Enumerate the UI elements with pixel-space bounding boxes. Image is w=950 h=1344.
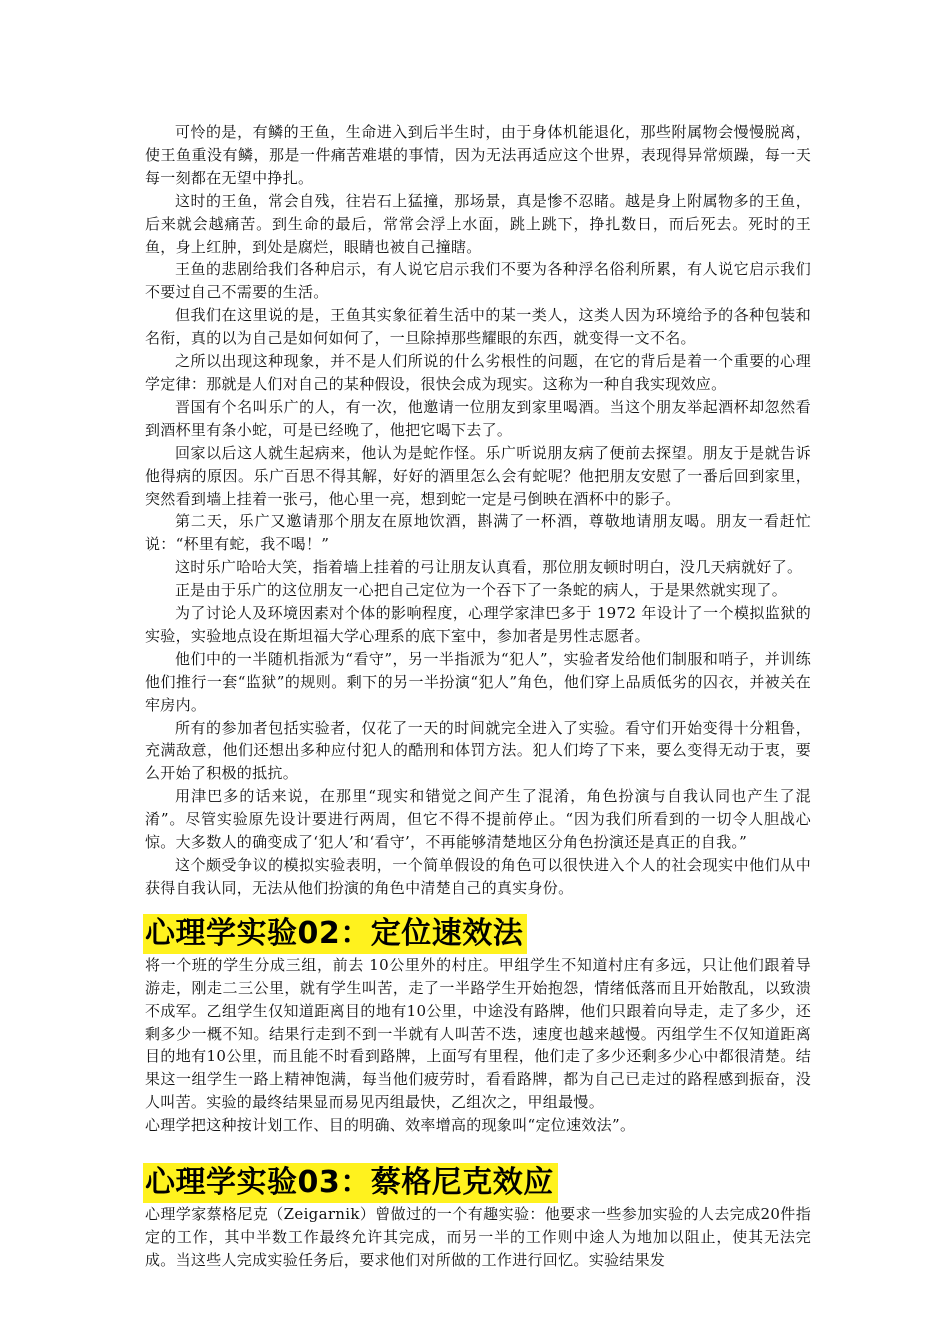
section-positioning [145, 954, 811, 1137]
paragraph: 正是由于乐广的这位朋友一心把自己定位为一个吞下了一条蛇的病人，于是果然就实现了。 [175, 581, 788, 600]
paragraph: 这个颇受争议的模拟实验表明，一个简单假设的角色可以很快进入个人的社会现实中他们从中获得自我认同，无法从他们扮演的角色中清楚自己的真实身份。 [145, 856, 811, 897]
paragraph: 回家以后这人就生起病来，他认为是蛇作怪。乐广听说朋友病了便前去探望。朋友于是就告诉他得病的原因。乐广百思不得其解，好好的酒里怎么会有蛇呢？他把朋友安慰了一番后回到家里，突然看到墙上挂着一张弓，他心里一亮，想到蛇一定是弓倒映在酒杯中的影子。 [145, 443, 811, 508]
paragraph: 这时的王鱼，常会自残，往岩石上猛撞，那场景，真是惨不忍睹。越是身上附属物多的王鱼，后来就会越痛苦。到生命的最后，常常会浮上水面，跳上跳下，挣扎数日，而后死去。死时的王鱼，身上红肿，到处是腐烂，眼睛也被自己撞瞎。 [145, 191, 811, 256]
paragraph: 第二天，乐广又邀请那个朋友在原地饮酒，斟满了一杯酒，尊敬地请朋友喝。朋友一看赶忙说：“杯里有蛇，我不喝！” [145, 512, 811, 554]
section-zeigarnik [145, 1203, 811, 1272]
paragraph: 将一个班的学生分成三组，前去 10公里外的村庄。甲组学生不知道村庄有多远，只让他们跟着导游走，刚走二三公里，就有学生叫苦，走了一半路学生开始抱怨，情绪低落而且开始散乱，以致溃不成军。乙组学生仅知道距离目的地有10公里，中途没有路牌，他们只跟着向导走，走了多少，还剩多少一概不知。结果行走到不到一半就有人叫苦不迭，速度也越来越慢。丙组学生不仅知道距离目的地有10公里，而且能不时看到路牌，上面写有里程，他们走了多少还剩多少心中都很清楚。结果这一组学生一路上精神饱满，每当他们疲劳时，看看路牌，都为自己已走过的路程感到振奋，没人叫苦。实验的最终结果显而易见丙组最快，乙组次之，甲组最慢。 [145, 955, 811, 1112]
paragraph: 所有的参加者包括实验者，仅花了一天的时间就完全进入了实验。看守们开始变得十分粗鲁，充满敌意，他们还想出多种应付犯人的酷刑和体罚方法。犯人们垮了下来，要么变得无动于衷，要么开始了积极的抵抗。 [145, 718, 811, 783]
paragraph: 之所以出现这种现象，并不是人们所说的什么劣根性的问题，在它的背后是着一个重要的心理学定律：那就是人们对自己的某种假设，很快会成为现实。这称为一种自我实现效应。 [145, 352, 811, 393]
section-heading-wrap [145, 1163, 811, 1203]
section-heading-03: 心理学实验03：蔡格尼克效应 [143, 1163, 558, 1203]
paragraph: 晋国有个名叫乐广的人，有一次，他邀请一位朋友到家里喝酒。当这个朋友举起酒杯却忽然看到酒杯里有条小蛇，可是已经晚了，他把它喝下去了。 [145, 397, 811, 439]
document-page [145, 121, 811, 1272]
section-self-fulfilling [145, 121, 811, 900]
paragraph: 但我们在这里说的是，王鱼其实象征着生活中的某一类人，这类人因为环境给予的各种包装和名衔，真的以为自己是如何如何了，一旦除掉那些耀眼的东西，就变得一文不名。 [145, 306, 811, 348]
paragraph: 心理学把这种按计划工作、目的明确、效率增高的现象叫“定位速效法”。 [145, 1116, 636, 1135]
paragraph: 王鱼的悲剧给我们各种启示，有人说它启示我们不要为各种浮名俗利所累，有人说它启示我们不要过自己不需要的生活。 [145, 260, 811, 302]
paragraph: 为了讨论人及环境因素对个体的影响程度，心理学家津巴多于 1972 年设计了一个模拟监狱的实验，实验地点设在斯坦福大学心理系的底下室中，参加者是男性志愿者。 [145, 604, 811, 645]
paragraph: 心理学家蔡格尼克（Zeigarnik）曾做过的一个有趣实验：他要求一些参加实验的人去完成20件指定的工作，其中半数工作最终允许其完成，而另一半的工作则中途人为地加以阻止，使其无法完成。当这些人完成实验任务后，要求他们对所做的工作进行回忆。实验结果发 [145, 1205, 811, 1269]
paragraph: 这时乐广哈哈大笑，指着墙上挂着的弓让朋友认真看，那位朋友顿时明白，没几天病就好了。 [175, 558, 803, 577]
paragraph: 用津巴多的话来说，在那里“现实和错觉之间产生了混淆，角色扮演与自我认同也产生了混淆”。尽管实验原先设计要进行两周，但它不得不提前停止。“因为我们所看到的一切令人胆战心惊。大多数人的确变成了‘犯人’和‘看守’，不再能够清楚地区分角色扮演还是真正的自我。” [145, 787, 811, 852]
section-heading-02: 心理学实验02：定位速效法 [143, 914, 527, 954]
paragraph: 可怜的是，有鳞的王鱼，生命进入到后半生时，由于身体机能退化，那些附属物会慢慢脱离，使王鱼重没有鳞，那是一件痛苦难堪的事情，因为无法再适应这个世界，表现得异常烦躁，每一天每一刻都在无望中挣扎。 [145, 123, 811, 187]
section-heading-wrap [145, 914, 811, 954]
paragraph: 他们中的一半随机指派为“看守”，另一半指派为“犯人”，实验者发给他们制服和哨子，并训练他们推行一套“监狱”的规则。剩下的另一半扮演“犯人”角色，他们穿上品质低劣的囚衣，并被关在牢房内。 [145, 649, 811, 714]
